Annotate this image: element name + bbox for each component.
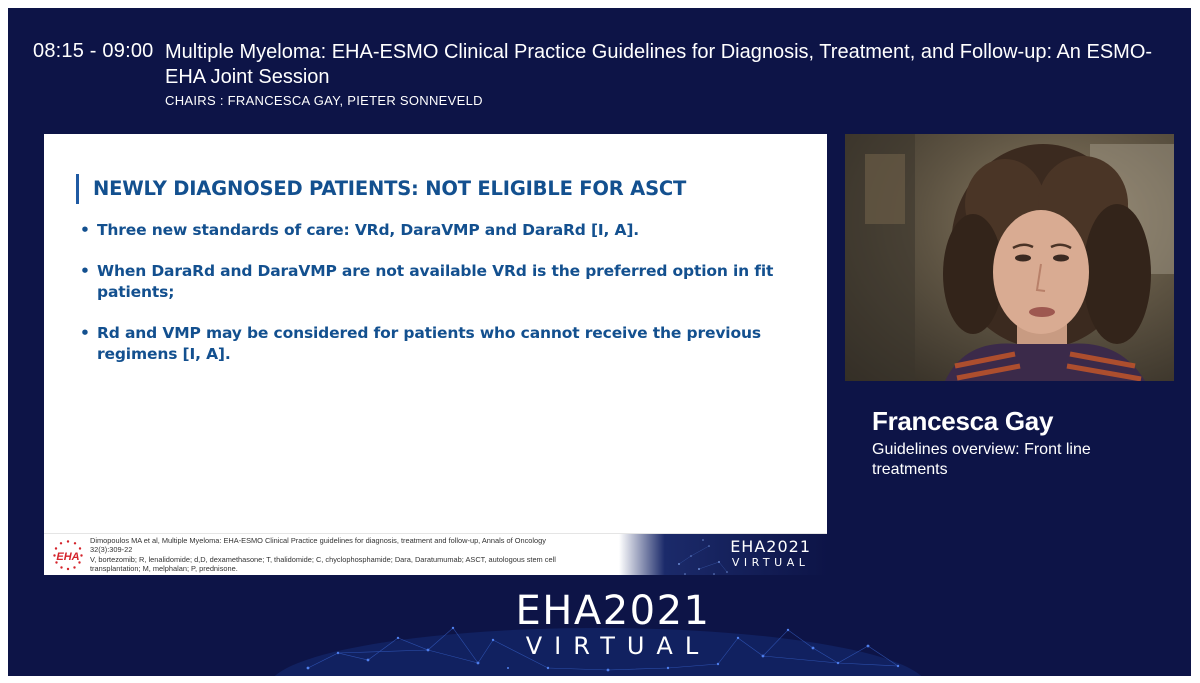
citation-line: V, bortezomib; R, lenalidomide; d,D, dexamethasone; T, thalidomide; C, chyclophosphamide; Dara, Daratumumab; ASCT, autologous stem cell — [90, 554, 556, 564]
bullet-text: When DaraRd and DaraVMP are not available VRd is the preferred option in fit patients; — [97, 262, 774, 301]
session-frame — [8, 8, 1191, 676]
eha-logo-icon — [52, 539, 84, 571]
presentation-slide — [44, 134, 827, 575]
slide-footer-brand-main: EHA2021 — [730, 537, 811, 556]
event-brand-sub: VIRTUAL — [525, 632, 711, 660]
session-title: Multiple Myeloma: EHA-ESMO Clinical Practice Guidelines for Diagnosis, Treatment, and Follow-up: An ESMO-EHA Joint Session — [165, 41, 1153, 88]
slide-footer-brand-sub: VIRTUAL — [731, 556, 810, 569]
bullet-dot-icon: • — [80, 221, 90, 239]
citation-line: Dimopoulos MA et al, Multiple Myeloma: EHA-ESMO Clinical Practice guidelines for diagnosis, treatment and follow-up, Annals of Oncology — [90, 536, 546, 545]
slide-footer-brand — [730, 538, 811, 569]
citation-line: transplantation; M, melphalan; P, prednisone. — [90, 563, 238, 573]
speaker-topic: Guidelines overview: Front line treatments — [872, 441, 1091, 478]
speaker-name: Francesca Gay — [872, 406, 1054, 436]
event-brand-main: EHA2021 — [515, 588, 711, 634]
slide-heading: NEWLY DIAGNOSED PATIENTS: NOT ELIGIBLE FOR ASCT — [76, 174, 686, 204]
speaker-video — [845, 134, 1174, 381]
bullet-text: Three new standards of care: VRd, DaraVMP and DaraRd [I, A]. — [97, 221, 640, 239]
bullet-text: Rd and VMP may be considered for patients who cannot receive the previous regimens [I, A]. — [97, 324, 761, 363]
bullet-dot-icon: • — [80, 324, 90, 342]
session-time: 08:15 - 09:00 — [33, 40, 154, 62]
citation-line: 32(3):309-22 — [90, 545, 133, 555]
slide-bullet — [80, 323, 780, 365]
eha-logo-text: EHA — [56, 551, 80, 563]
slide-bullet-list — [80, 220, 780, 385]
event-brand — [503, 590, 723, 660]
slide-bullet — [80, 220, 780, 241]
speaker-portrait-icon — [845, 134, 1174, 381]
bullet-dot-icon: • — [80, 262, 90, 280]
session-chairs: CHAIRS : FRANCESCA GAY, PIETER SONNEVELD — [165, 93, 483, 108]
slide-bullet — [80, 261, 780, 303]
